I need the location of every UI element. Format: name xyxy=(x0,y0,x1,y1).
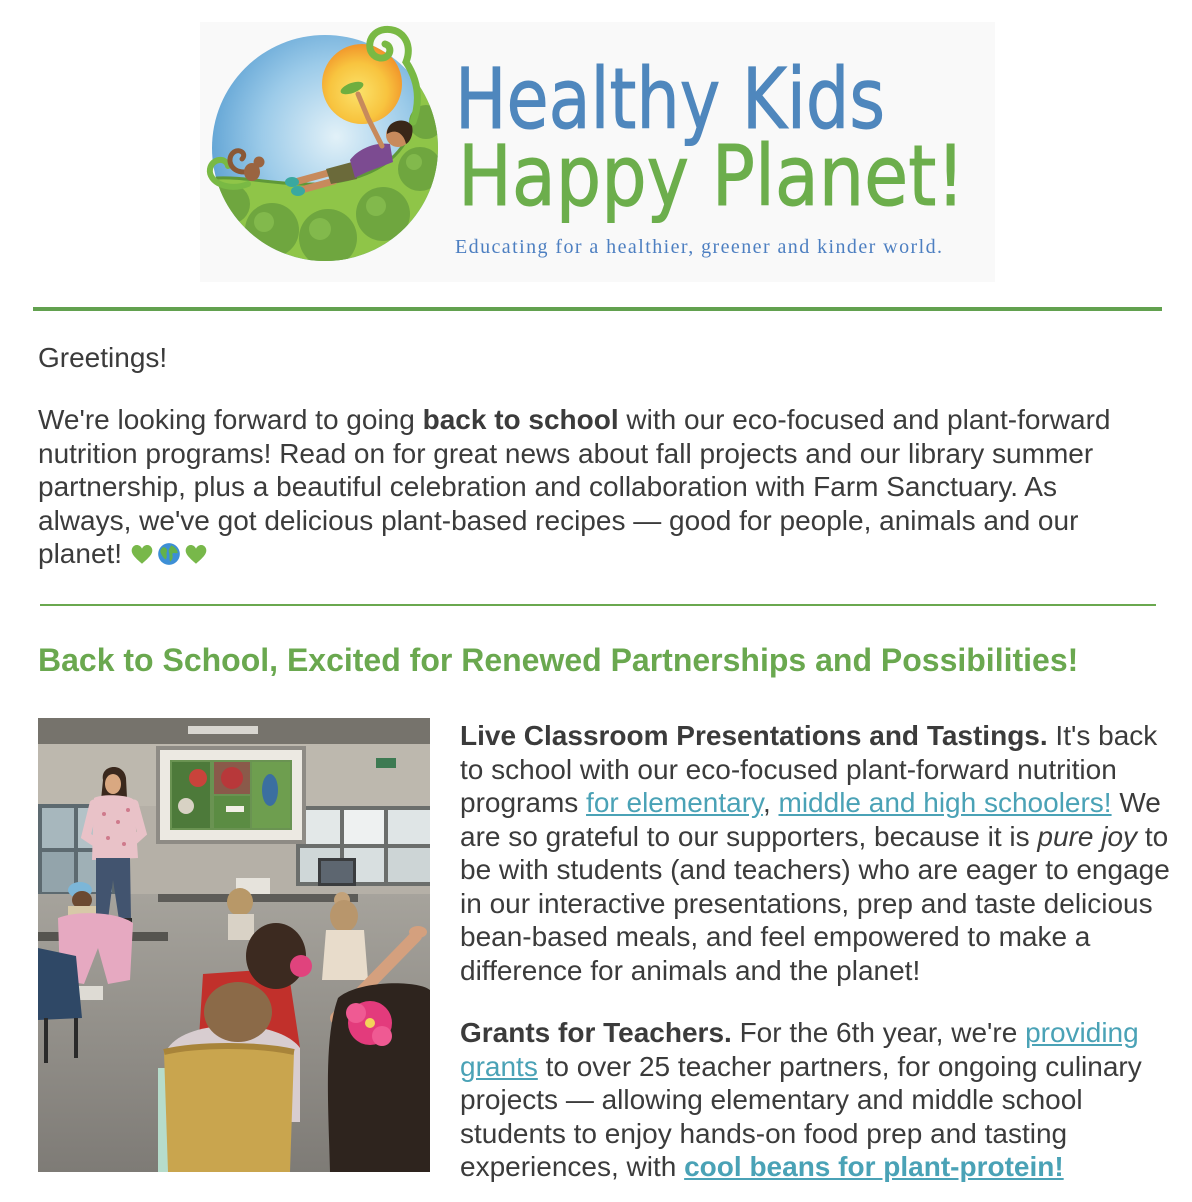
grants-text: to over 25 teacher partners, for ongoing culinary projects — allowing elementary and middle school students to enjoy hands-on food prep and tasting experiences, with xyxy=(460,1050,1142,1182)
grants-title: Grants for Teachers. xyxy=(460,1017,732,1048)
providing-grants-link[interactable]: providing grants xyxy=(460,1017,1139,1082)
intro-text: with our eco-focused and plant-forward nutrition programs! Read on for great news about fall projects and our library summer partnership, plus a beautiful celebration and collaboration with Farm Sanctuary. As always, we've got delicious plant-based recipes — good for people, animals and our planet! xyxy=(38,404,1111,569)
logo-title-line2: Happy Planet! xyxy=(458,127,965,225)
section-heading: Back to School, Excited for Renewed Partnerships and Possibilities! xyxy=(38,642,1079,678)
greeting: Greetings! xyxy=(38,342,168,373)
section-divider xyxy=(40,604,1156,606)
logo-title-line1: Healthy Kids xyxy=(455,50,885,148)
earth-globe-icon xyxy=(156,541,182,567)
intro-bold-text: back to school xyxy=(422,404,619,435)
presentations-text: It's back to school with our eco-focused plant-forward nutrition programs xyxy=(460,720,1158,818)
presentations-text: to be with students (and teachers) who are eager to engage in our interactive presentations, prep and taste delicious bean-based meals, and feel empowered to make a difference for animals and the planet! xyxy=(460,820,1170,986)
pea-pod-logo-icon xyxy=(200,22,460,282)
logo-tagline: Educating for a healthier, greener and kinder world. xyxy=(455,236,942,258)
grants-paragraph xyxy=(460,1016,1170,1184)
emoji-group xyxy=(129,537,210,571)
header-divider xyxy=(33,307,1162,311)
presentations-text: We are so grateful to our supporters, because it is xyxy=(460,787,1161,852)
presentations-title: Live Classroom Presentations and Tastings. xyxy=(460,720,1048,751)
presentations-paragraph xyxy=(460,719,1170,987)
green-heart-icon xyxy=(129,541,155,567)
classroom-photo xyxy=(38,718,430,1172)
intro-paragraph xyxy=(38,403,1136,571)
section-body xyxy=(460,719,1170,1184)
intro-text: We're looking forward to going xyxy=(38,404,423,435)
grants-text: For the 6th year, we're xyxy=(731,1017,1026,1048)
middle-high-programs-link[interactable]: middle and high schoolers! xyxy=(778,787,1112,818)
green-heart-icon xyxy=(183,541,209,567)
cool-beans-link[interactable]: cool beans for plant-protein! xyxy=(684,1151,1064,1182)
newsletter-logo xyxy=(200,22,995,282)
elementary-programs-link[interactable]: for elementary xyxy=(586,787,763,818)
presentations-text: , xyxy=(762,787,779,818)
presentations-italic-text: pure joy xyxy=(1037,820,1138,852)
